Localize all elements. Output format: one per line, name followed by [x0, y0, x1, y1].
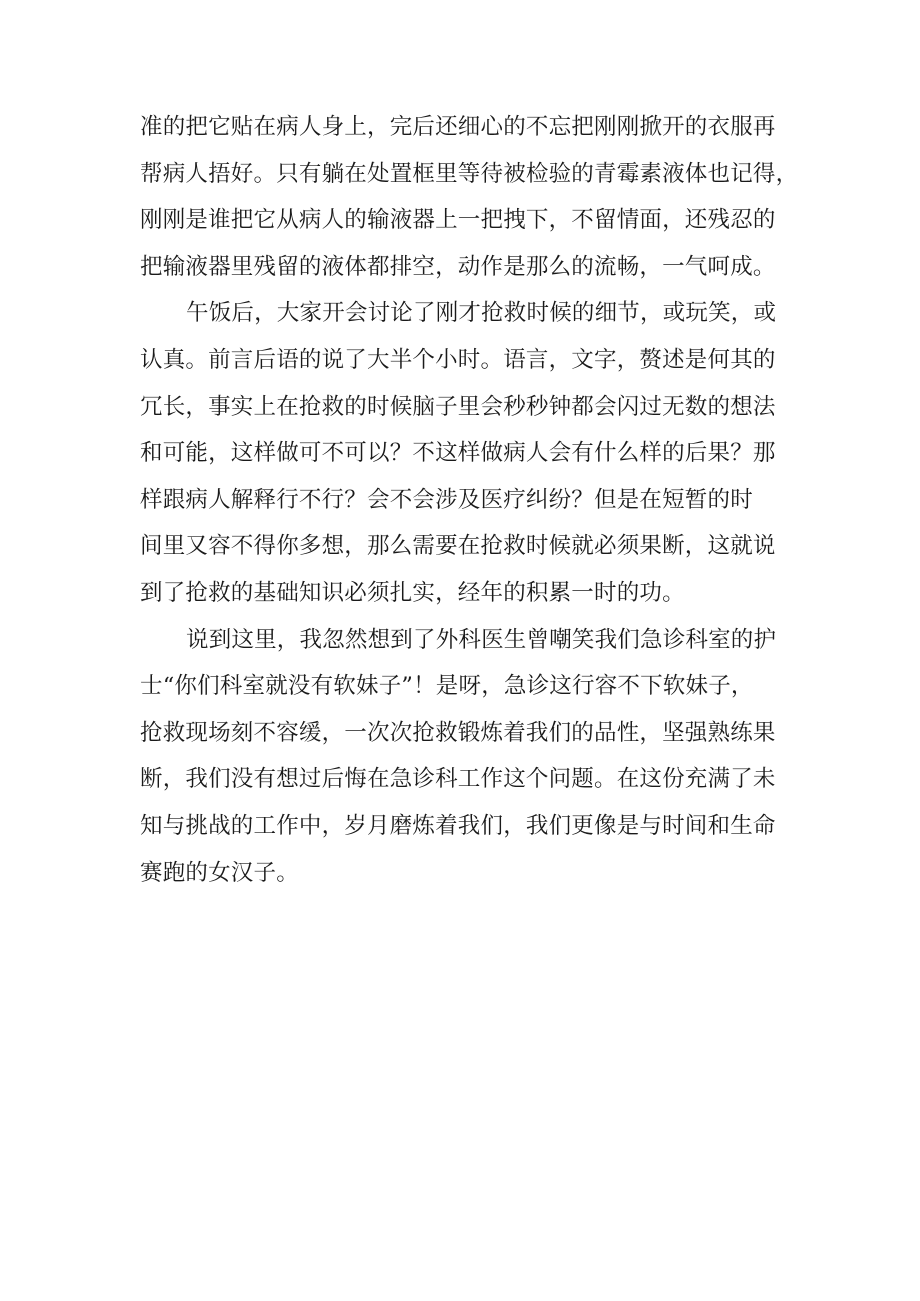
text-line: 断，我们没有想过后悔在急诊科工作这个问题。在这份充满了未 — [140, 766, 776, 793]
paragraph-start-line: 说到这里，我忽然想到了外科医生曾嘲笑我们急诊科室的护 — [186, 626, 777, 653]
text-line: 把输液器里残留的液体都排空，动作是那么的流畅，一气呵成。 — [140, 253, 776, 280]
body-text — [140, 104, 800, 896]
text-line: 士“你们科室就没有软妹子”！是呀，急诊这行容不下软妹子， — [140, 673, 754, 700]
text-line: 到了抢救的基础知识必须扎实，经年的积累一时的功。 — [140, 579, 685, 606]
text-line: 知与挑战的工作中，岁月磨炼着我们，我们更像是与时间和生命 — [140, 812, 776, 839]
text-line: 抢救现场刻不容缓，一次次抢救锻炼着我们的品性，坚强熟练果 — [140, 719, 776, 746]
text-line: 刚刚是谁把它从病人的输液器上一把拽下，不留情面，还残忍的 — [140, 207, 776, 234]
text-line: 冗长，事实上在抢救的时候脑子里会秒秒钟都会闪过无数的想法 — [140, 393, 776, 420]
text-line: 认真。前言后语的说了大半个小时。语言，文字，赘述是何其的 — [140, 346, 776, 373]
text-line: 赛跑的女汉子。 — [140, 859, 299, 886]
text-line: 帮病人捂好。只有躺在处置框里等待被检验的青霉素液体也记得， — [140, 160, 799, 187]
text-line: 样跟病人解释行不行？会不会涉及医疗纠纷？但是在短暂的时 — [140, 486, 753, 513]
text-line: 和可能，这样做可不可以？不这样做病人会有什么样的后果？那 — [140, 440, 776, 467]
paragraph-start-line: 午饭后，大家开会讨论了刚才抢救时候的细节，或玩笑，或 — [186, 300, 777, 327]
text-line: 准的把它贴在病人身上，完后还细心的不忘把刚刚掀开的衣服再 — [140, 114, 776, 140]
text-line: 间里又容不得你多想，那么需要在抢救时候就必须果断，这就说 — [140, 533, 776, 560]
